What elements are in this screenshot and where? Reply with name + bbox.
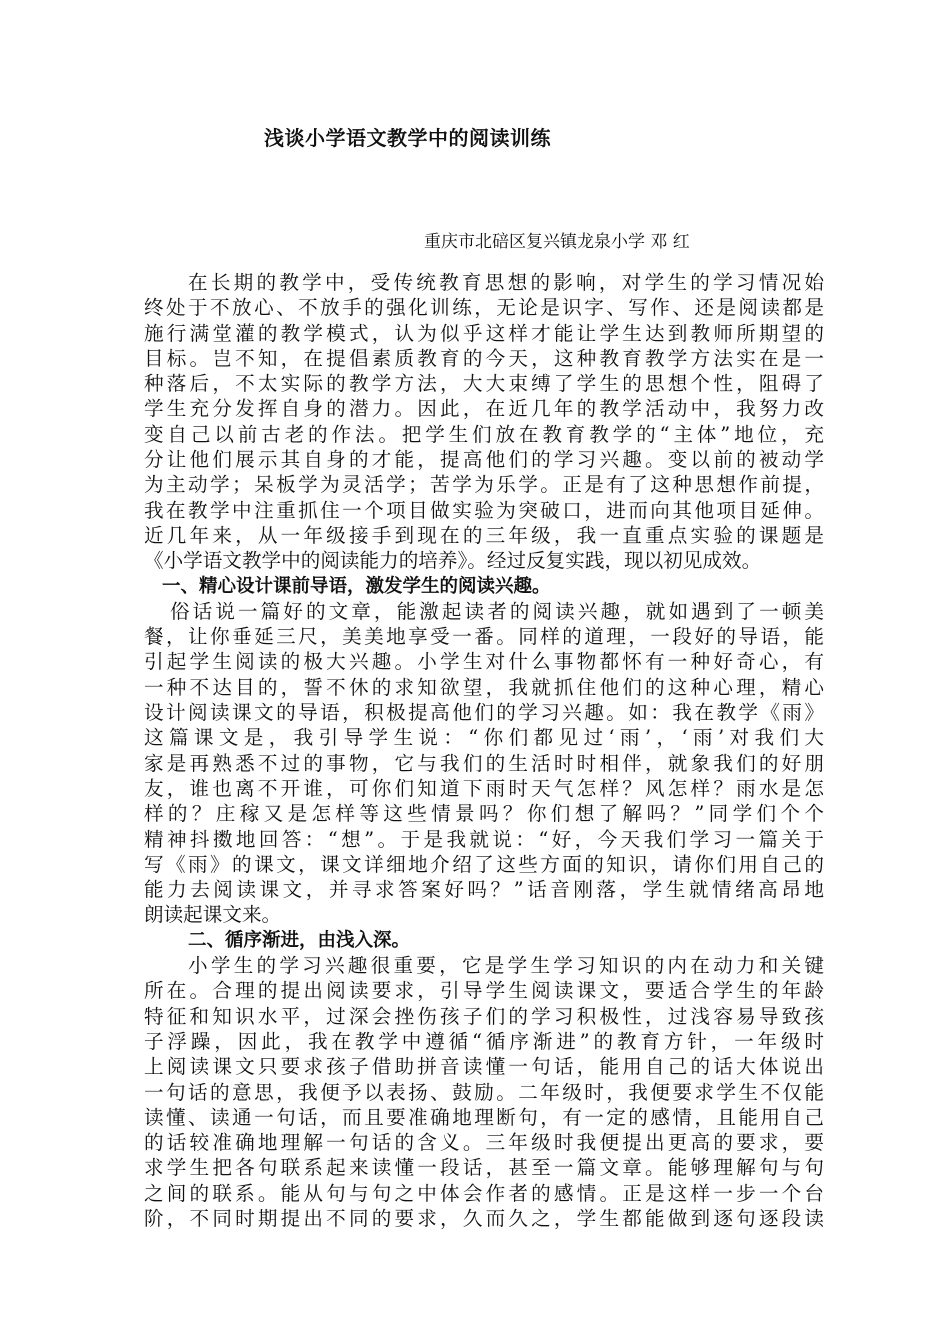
body-line: 写《雨》的课文，课文详细地介绍了这些方面的知识，请你们用自己的 (144, 852, 824, 876)
body-line: 之间的联系。能从句与句之中体会作者的感情。正是这样一步一个台 (144, 1181, 824, 1205)
body-line: 为主动学；呆板学为灵活学；苦学为乐学。正是有了这种思想作前提， (144, 473, 824, 497)
body-line: 设计阅读课文的导语，积极提高他们的学习兴趣。如：我在教学《雨》 (144, 701, 824, 725)
body-line: 餐，让你垂延三尺，美美地享受一番。同样的道理，一段好的导语，能 (144, 625, 824, 649)
body-line: 特征和知识水平，过深会挫伤孩子们的学习积极性，过浅容易导致孩 (144, 1004, 824, 1028)
section-heading-1: 一、精心设计课前导语，激发学生的阅读兴趣。 (162, 575, 551, 597)
body-line: 学生充分发挥自身的潜力。因此，在近几年的教学活动中，我努力改 (144, 397, 824, 421)
body-line: 俗话说一篇好的文章，能激起读者的阅读兴趣，就如遇到了一顿美 (170, 599, 824, 623)
body-line: 目标。岂不知，在提倡素质教育的今天，这种教育教学方法实在是一 (144, 346, 824, 370)
body-line: 友，谁也离不开谁，可你们知道下雨时天气怎样？风怎样？雨水是怎 (144, 776, 824, 800)
body-line: 我在教学中注重抓住一个项目做实验为突破口，进而向其他项目延伸。 (144, 498, 824, 522)
body-line: 读懂、读通一句话，而且要准确地理断句，有一定的感情，且能用自己 (144, 1105, 824, 1129)
section-heading-2: 二、循序渐进，由浅入深。 (188, 929, 411, 951)
body-line: 精神抖擞地回答：“想”。于是我就说：“好，今天我们学习一篇关于 (144, 827, 824, 851)
body-line: 在长期的教学中，受传统教育思想的影响，对学生的学习情况始 (188, 271, 824, 294)
body-line: 引起学生阅读的极大兴趣。小学生对什么事物都怀有一种好奇心，有 (144, 650, 824, 674)
author-line: 重庆市北碚区复兴镇龙泉小学 邓 红 (424, 232, 690, 252)
body-line: 《小学语文教学中的阅读能力的培养》。经过反复实践，现以初见成效。 (144, 549, 762, 573)
body-line: 种落后，不太实际的教学方法，大大束缚了学生的思想个性，阻碍了 (144, 372, 824, 396)
body-line: 能力去阅读课文，并寻求答案好吗？”话音刚落，学生就情绪高昂地 (144, 878, 824, 902)
body-line: 这篇课文是，我引导学生说：“你们都见过‘雨’，‘雨’对我们大 (144, 726, 824, 750)
body-line: 子浮躁，因此，我在教学中遵循“循序渐进”的教育方针，一年级时 (144, 1029, 824, 1053)
body-line: 一句话的意思，我便予以表扬、鼓励。二年级时，我便要求学生不仅能 (144, 1080, 824, 1104)
body-line: 施行满堂灌的教学模式，认为似乎这样才能让学生达到教师所期望的 (144, 321, 824, 345)
body-line: 小学生的学习兴趣很重要，它是学生学习知识的内在动力和关键 (188, 954, 824, 978)
body-line: 变自己以前古老的作法。把学生们放在教育教学的“主体”地位，充 (144, 422, 824, 446)
body-line: 的话较准确地理解一句话的含义。三年级时我便提出更高的要求，要 (144, 1131, 824, 1155)
document-title: 浅谈小学语文教学中的阅读训练 (264, 126, 551, 150)
body-line: 样的？庄稼又是怎样等这些情景吗？你们想了解吗？”同学们个个 (144, 802, 824, 826)
body-line: 终处于不放心、不放手的强化训练，无论是识字、写作、还是阅读都是 (144, 296, 824, 320)
body-line: 上阅读课文只要求孩子借助拼音读懂一句话，能用自己的话大体说出 (144, 1055, 824, 1079)
body-line: 朗读起课文来。 (144, 903, 282, 927)
body-line: 求学生把各句联系起来读懂一段话，甚至一篇文章。能够理解句与句 (144, 1156, 824, 1180)
body-line: 阶，不同时期提出不同的要求，久而久之，学生都能做到逐句逐段读 (144, 1206, 824, 1230)
body-line: 近几年来，从一年级接手到现在的三年级，我一直重点实验的课题是 (144, 523, 824, 547)
body-line: 分让他们展示其自身的才能，提高他们的学习兴趣。变以前的被动学 (144, 448, 824, 472)
document-body (144, 270, 824, 1231)
body-line: 所在。合理的提出阅读要求，引导学生阅读课文，要适合学生的年龄 (144, 979, 824, 1003)
body-line: 一种不达目的，誓不休的求知欲望，我就抓住他们的这种心理，精心 (144, 675, 824, 699)
body-line: 家是再熟悉不过的事物，它与我们的生活时时相伴，就象我们的好朋 (144, 751, 824, 775)
